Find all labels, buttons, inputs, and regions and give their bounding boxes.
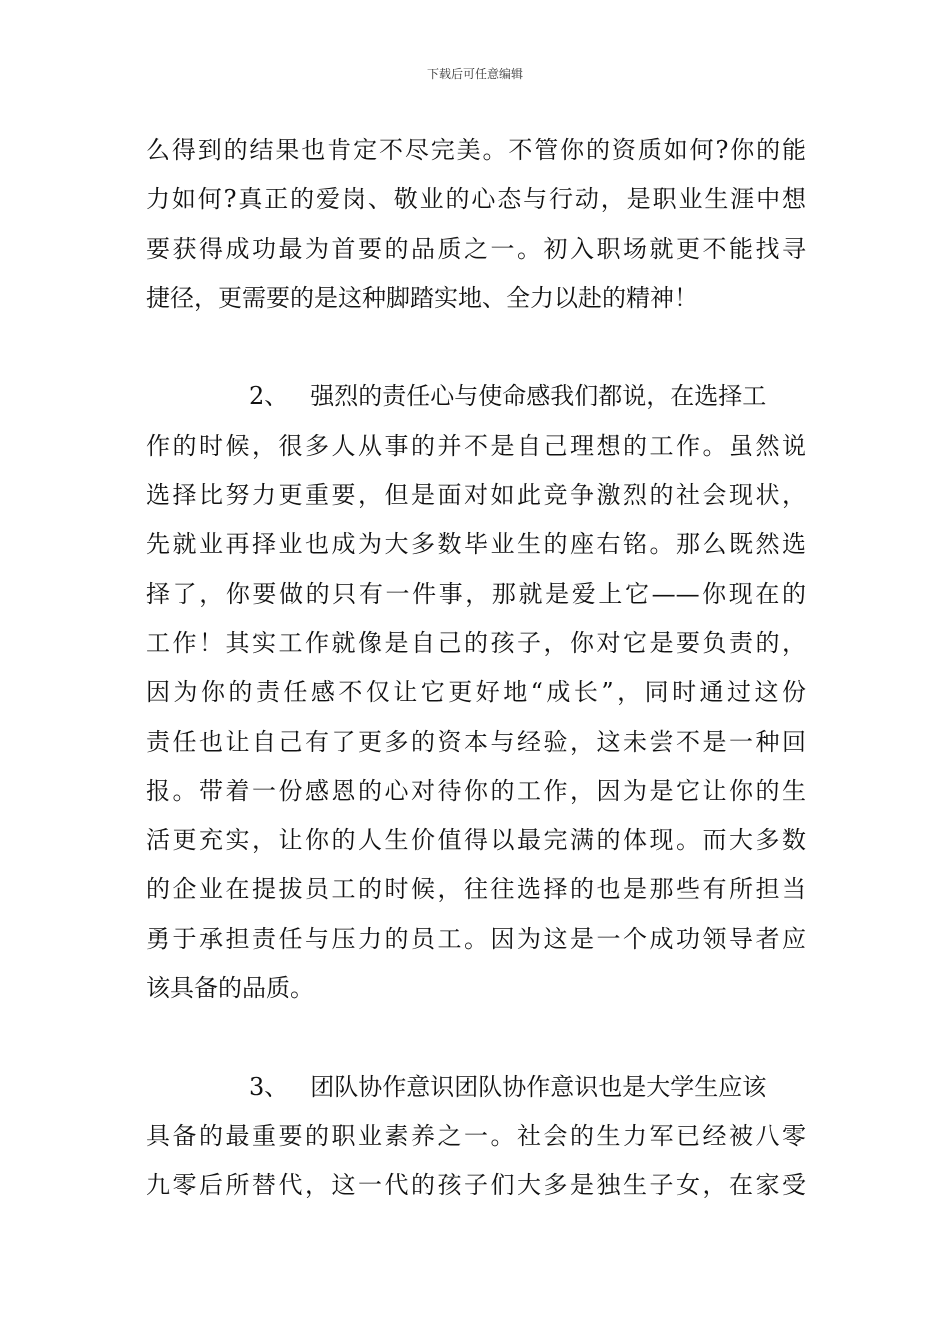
text-line: 团队协作意识团队协作意识也是大学生应该: [310, 1072, 767, 1101]
text-line: 力如何?真正的爱岗、敬业的心态与行动，是职业生涯中想: [146, 185, 806, 214]
text-line: 选择比努力更重要，但是面对如此竞争激烈的社会现状，: [146, 481, 806, 510]
text-line: 么得到的结果也肯定不尽完美。不管你的资质如何?你的能: [146, 136, 806, 164]
text-line: 工作！其实工作就像是自己的孩子，你对它是要负责的，: [146, 628, 806, 657]
paragraph-1: [146, 126, 806, 323]
page-header: 下载后可任意编辑: [426, 67, 523, 81]
text-line: 择了，你要做的只有一件事，那就是爱上它——你现在的: [146, 579, 806, 608]
text-line: 的企业在提拔员工的时候，往往选择的也是那些有所担当: [146, 875, 806, 904]
text-line: 报。带着一份感恩的心对待你的工作，因为是它让你的生: [146, 776, 806, 805]
text-line: 强烈的责任心与使命感我们都说，在选择工: [310, 382, 767, 411]
text-line: 捷径，更需要的是这种脚踏实地、全力以赴的精神！: [146, 283, 698, 312]
text-line: 该具备的品质。: [146, 974, 314, 1003]
paragraph-first-line: [146, 372, 806, 421]
text-line: 要获得成功最为首要的品质之一。初入职场就更不能找寻: [146, 234, 806, 263]
text-line: 作的时候，很多人从事的并不是自己理想的工作。虽然说: [146, 431, 806, 460]
document-body: [146, 126, 806, 1211]
text-line: 先就业再择业也成为大多数毕业生的座右铭。那么既然选: [146, 530, 806, 559]
text-line: 因为你的责任感不仅让它更好地“成长”，同时通过这份: [146, 678, 806, 707]
paragraph-3: [146, 1063, 806, 1211]
text-line: 具备的最重要的职业素养之一。社会的生力军已经被八零: [146, 1121, 806, 1150]
paragraph-number: 2、: [249, 382, 289, 411]
text-line: 九零后所替代，这一代的孩子们大多是独生子女，在家受: [146, 1171, 806, 1200]
paragraph-number: 3、: [249, 1072, 289, 1101]
paragraph-first-line: [146, 1063, 806, 1112]
paragraph-gap: [146, 1013, 806, 1062]
paragraph-gap: [146, 323, 806, 372]
text-line: 责任也让自己有了更多的资本与经验，这未尝不是一种回: [146, 727, 806, 756]
text-line: 勇于承担责任与压力的员工。因为这是一个成功领导者应: [146, 924, 806, 953]
paragraph-2: [146, 372, 806, 1013]
text-line: 活更充实，让你的人生价值得以最完满的体现。而大多数: [146, 826, 806, 855]
